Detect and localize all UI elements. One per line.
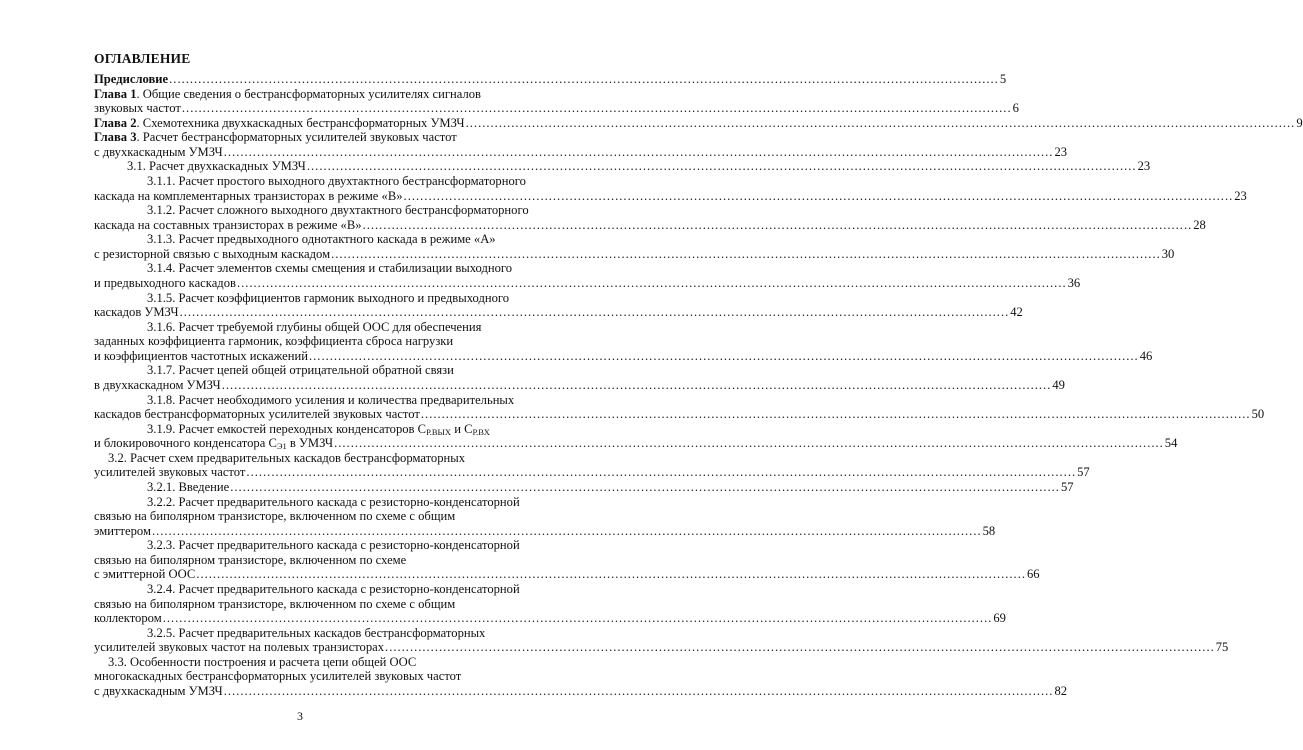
toc-entry	[94, 683, 1068, 699]
toc-entry-title: каскадов бестрансформаторных усилителей звуковых частот	[94, 407, 420, 421]
toc-entry-text	[147, 362, 454, 378]
toc-entry-title: звуковых частот	[94, 101, 181, 115]
dot-leader: ........................................................................................................................................................................................................	[223, 684, 1054, 698]
toc-entry-page: 82	[1054, 684, 1068, 698]
toc-entry-title: с двухкаскадным УМЗЧ	[94, 684, 223, 698]
page-number: 3	[297, 709, 303, 723]
toc-entry-text	[94, 639, 384, 655]
toc-entry-title: 3.2.4. Расчет предварительного каскада с резисторно-конденсаторной	[147, 582, 520, 596]
toc-entry-text	[94, 333, 453, 349]
toc-entry	[94, 275, 1081, 291]
toc-entry-page: 23	[1234, 189, 1247, 203]
toc-entry-text	[147, 581, 520, 597]
toc-entry-title: заданных коэффициента гармоник, коэффициента сброса нагрузки	[94, 334, 454, 348]
toc-entry-page: 30	[1161, 247, 1175, 261]
toc-entry-page: 23	[1137, 159, 1151, 173]
toc-entry-page: 6	[1012, 101, 1019, 115]
subscript: Э1	[276, 441, 287, 451]
toc-entry	[94, 100, 1019, 116]
toc-entry-title: . Расчет бестрансформаторных усилителей звуковых частот	[136, 130, 457, 144]
toc-entry-title: и предвыходного каскадов	[94, 276, 236, 290]
dot-leader: ........................................................................................................................................................................................................	[196, 567, 1026, 581]
toc-entry-page: 66	[1027, 567, 1040, 581]
dot-leader: ........................................................................................................................................................................................................	[403, 189, 1234, 203]
toc-entry-title-cont: и C	[451, 422, 473, 436]
toc-entry-page: 9	[1296, 116, 1303, 130]
toc-entry	[147, 260, 513, 276]
toc-entry-page: 46	[1139, 349, 1153, 363]
toc-entry-page: 57	[1060, 480, 1074, 494]
toc-entry-title: 3.2.2. Расчет предварительного каскада с резисторно-конденсаторной	[147, 495, 520, 509]
toc-entry-title: 3.1.4. Расчет элементов схемы смещения и стабилизации выходного	[147, 261, 513, 275]
toc-entry	[147, 581, 520, 597]
toc-entry-chapter-label: Предисловие	[94, 72, 169, 86]
toc-entry-title: 3.2.5. Расчет предварительных каскадов бестрансформаторных	[147, 626, 486, 640]
toc-entry-text	[94, 406, 420, 422]
dot-leader: ........................................................................................................................................................................................................	[223, 145, 1054, 159]
toc-entry-title: эмиттером	[94, 524, 151, 538]
toc-entry-page: 75	[1215, 640, 1229, 654]
toc-entry-text	[147, 537, 520, 553]
toc-entry-page: 23	[1054, 145, 1068, 159]
toc-entry-title: 3.2.3. Расчет предварительного каскада с резисторно-конденсаторной	[147, 538, 520, 552]
toc-entry-chapter-label: Глава 2	[94, 116, 137, 130]
toc-entry-title: 3.1. Расчет двухкаскадных УМЗЧ	[127, 159, 306, 173]
dot-leader: ........................................................................................................................................................................................................	[246, 465, 1077, 479]
subscript: Р.ВХ	[472, 427, 490, 437]
toc-entry-text	[94, 683, 223, 699]
toc-entry-text	[94, 566, 195, 582]
toc-entry	[147, 537, 520, 553]
toc-entry-text	[147, 173, 526, 189]
toc-entry-text	[94, 377, 221, 393]
toc-entry	[94, 377, 1065, 393]
toc-entry-text	[94, 275, 236, 291]
toc-entry-title: 3.1.8. Расчет необходимого усиления и количества предварительных	[147, 393, 515, 407]
toc-entry-text	[127, 158, 306, 174]
toc-entry-page: 57	[1077, 465, 1090, 479]
toc-entry-page: 42	[1010, 305, 1023, 319]
toc-entry-title: 3.1.3. Расчет предвыходного однотактного каскада в режиме «А»	[147, 232, 496, 246]
dot-leader: ........................................................................................................................................................................................................	[420, 407, 1251, 421]
toc-entry-page: 58	[982, 524, 996, 538]
toc-entry-page: 36	[1067, 276, 1081, 290]
toc-entry-title: связью на биполярном транзисторе, включенном по схеме	[94, 553, 407, 567]
toc-entry-text	[94, 71, 168, 87]
toc-entry-title: 3.1.9. Расчет емкостей переходных конденсаторов C	[147, 422, 427, 436]
toc-entry-title: и блокировочного конденсатора C	[94, 436, 277, 450]
dot-leader: ........................................................................................................................................................................................................	[151, 524, 982, 538]
toc-entry	[94, 566, 1040, 582]
toc-entry	[94, 129, 488, 145]
toc-entry	[127, 158, 1151, 174]
toc-entry-text	[94, 610, 162, 626]
subscript: Р.ВЫХ	[426, 427, 452, 437]
toc-entry-text	[147, 231, 496, 247]
toc-entry	[147, 202, 529, 218]
toc-entry	[94, 508, 488, 524]
toc-entry	[94, 639, 1229, 655]
toc-entry-title: 3.2. Расчет схем предварительных каскадов бестрансформаторных	[108, 451, 466, 465]
toc-entry-text	[94, 304, 179, 320]
toc-entry-page: 49	[1052, 378, 1065, 392]
toc-entry-title: с резисторной связью с выходным каскадом	[94, 247, 331, 261]
dot-leader: ........................................................................................................................................................................................................	[169, 72, 999, 86]
toc-entry-title: многокаскадных бестрансформаторных усилителей звуковых частот	[94, 669, 462, 683]
toc-entry-title: 3.1.6. Расчет требуемой глубины общей ООС для обеспечения	[147, 320, 482, 334]
toc-entry-text	[147, 202, 529, 218]
toc-entry-chapter-label: Глава 3	[94, 130, 137, 144]
toc-entry-title: и коэффициентов частотных искажений	[94, 349, 308, 363]
toc-entry	[147, 362, 488, 378]
toc-entry	[94, 333, 488, 349]
dot-leader: ........................................................................................................................................................................................................	[230, 480, 1060, 494]
toc-entry-title: 3.1.2. Расчет сложного выходного двухтактного бестрансформаторного	[147, 203, 529, 217]
toc-entry-title: с двухкаскадным УМЗЧ	[94, 145, 223, 159]
toc-entry-chapter-label: Глава 1	[94, 87, 137, 101]
dot-leader: ........................................................................................................................................................................................................	[162, 611, 993, 625]
dot-leader: ........................................................................................................................................................................................................	[334, 436, 1164, 450]
toc-entry-text	[147, 479, 229, 495]
toc-entry-title: каскада на комплементарных транзисторах в режиме «В»	[94, 189, 403, 203]
toc-entry-text	[94, 523, 151, 539]
toc-entry-text	[94, 100, 181, 116]
dot-leader: ........................................................................................................................................................................................................	[309, 349, 1139, 363]
toc-entry-title: 3.2.1. Введение	[147, 480, 230, 494]
toc-entry-title: связью на биполярном транзисторе, включенном по схеме с общим	[94, 597, 456, 611]
toc-entry	[94, 610, 1006, 626]
toc-entry-title: 3.3. Особенности построения и расчета цепи общей ООС	[108, 655, 417, 669]
toc-entry-title: каскада на составных транзисторах в режиме «В»	[94, 218, 362, 232]
toc-entry-title: каскадов УМЗЧ	[94, 305, 179, 319]
toc-entry-title: 3.1.5. Расчет коэффициентов гармоник выходного и предвыходного	[147, 291, 510, 305]
toc-entry-title: . Общие сведения о бестрансформаторных усилителях сигналов	[136, 87, 482, 101]
dot-leader: ........................................................................................................................................................................................................	[221, 378, 1052, 392]
toc-entry-text	[94, 129, 457, 145]
toc-entry-text	[94, 668, 461, 684]
toc-entry-title-cont: в УМЗЧ	[286, 436, 334, 450]
toc-entry-title: связью на биполярном транзисторе, включенном по схеме с общим	[94, 509, 456, 523]
toc-entry	[94, 435, 1178, 451]
dot-leader: ........................................................................................................................................................................................................	[385, 640, 1215, 654]
toc-entry	[94, 668, 488, 684]
toc-title: ОГЛАВЛЕНИЕ	[94, 51, 191, 66]
toc-entry-page: 69	[993, 611, 1006, 625]
toc-entry	[147, 231, 496, 247]
toc-entry-text	[147, 260, 512, 276]
toc-entry	[94, 71, 1007, 87]
toc-entry-title: 3.1.7. Расчет цепей общей отрицательной обратной связи	[147, 363, 454, 377]
toc-entry	[94, 304, 1023, 320]
dot-leader: ........................................................................................................................................................................................................	[181, 101, 1012, 115]
toc-entry-page: 28	[1193, 218, 1206, 232]
toc-entry-title: в двухкаскадном УМЗЧ	[94, 378, 221, 392]
toc-entry-title: усилителей звуковых частот на полевых транзисторах	[94, 640, 385, 654]
toc-entry-title: усилителей звуковых частот	[94, 465, 246, 479]
toc-entry-title: с эмиттерной ООС	[94, 567, 196, 581]
toc-entry	[147, 173, 526, 189]
toc-entry-title: 3.1.1. Расчет простого выходного двухтактного бестрансформаторного	[147, 174, 526, 188]
dot-leader: ........................................................................................................................................................................................................	[465, 116, 1296, 130]
toc-entry	[94, 464, 1090, 480]
dot-leader: ........................................................................................................................................................................................................	[331, 247, 1161, 261]
dot-leader: ........................................................................................................................................................................................................	[179, 305, 1010, 319]
toc-entry-text	[94, 464, 245, 480]
toc-entry-title: коллектором	[94, 611, 162, 625]
toc-entry-page: 5	[999, 72, 1007, 86]
toc-entry-text	[94, 508, 455, 524]
toc-entry	[147, 479, 1074, 495]
dot-leader: ........................................................................................................................................................................................................	[362, 218, 1193, 232]
toc-entry-page: 54	[1164, 436, 1178, 450]
dot-leader: ........................................................................................................................................................................................................	[306, 159, 1137, 173]
dot-leader: ........................................................................................................................................................................................................	[236, 276, 1067, 290]
toc-entry	[94, 406, 1265, 422]
toc-entry-page: 50	[1251, 407, 1265, 421]
toc-entry-title: . Схемотехника двухкаскадных бестрансформаторных УМЗЧ	[136, 116, 465, 130]
